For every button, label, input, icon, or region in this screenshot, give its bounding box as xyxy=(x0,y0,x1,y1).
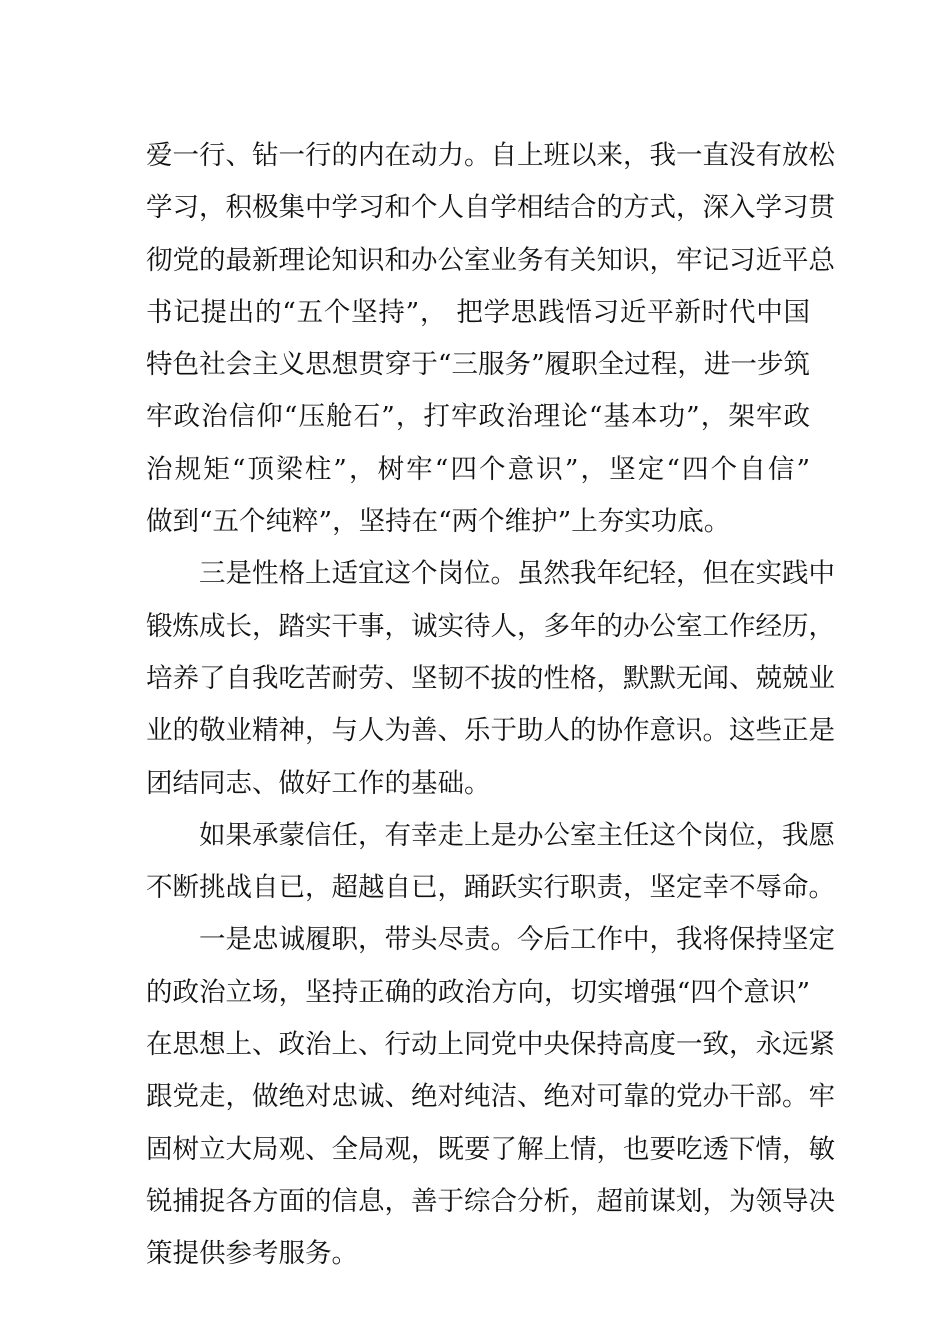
text-line: 策提供参考服务。 xyxy=(146,1238,358,1270)
text-line: 爱一行、钻一行的内在动力。自上班以来，我一直没有放松 xyxy=(146,140,835,171)
text-line: 治规矩“顶梁柱”，树牢“四个意识”，坚定“四个自信” xyxy=(146,453,810,485)
text-line: 团结同志、做好工作的基础。 xyxy=(146,767,491,799)
text-line: 锐捕捉各方面的信息，善于综合分析，超前谋划，为领导决 xyxy=(146,1185,835,1217)
text-line: 的政治立场，坚持正确的政治方向，切实增强“四个意识” xyxy=(146,976,810,1008)
document-body xyxy=(146,130,835,1281)
text-line: 书记提出的“五个坚持”， 把学思践悟习近平新时代中国 xyxy=(146,296,810,328)
paragraph-4 xyxy=(146,914,835,1280)
text-line: 一是忠诚履职，带头尽责。今后工作中，我将保持坚定 xyxy=(199,924,835,956)
text-line: 彻党的最新理论知识和办公室业务有关知识，牢记习近平总 xyxy=(146,244,835,276)
text-line: 跟党走，做绝对忠诚、绝对纯洁、绝对可靠的党办干部。牢 xyxy=(146,1081,835,1113)
text-line: 牢政治信仰“压舱石”，打牢政治理论“基本功”，架牢政 xyxy=(146,401,810,433)
paragraph-1 xyxy=(146,130,835,548)
text-line: 不断挑战自已，超越自已，踊跃实行职责，坚定幸不辱命。 xyxy=(146,872,835,904)
text-line: 锻炼成长，踏实干事，诚实待人，多年的办公室工作经历， xyxy=(146,610,835,642)
text-line: 做到“五个纯粹”，坚持在“两个维护”上夯实功底。 xyxy=(146,506,731,538)
text-line: 在思想上、政治上、行动上同党中央保持高度一致，永远紧 xyxy=(146,1029,835,1061)
text-line: 三是性格上适宜这个岗位。虽然我年纪轻，但在实践中 xyxy=(199,558,835,590)
text-line: 固树立大局观、全局观，既要了解上情，也要吃透下情，敏 xyxy=(146,1133,835,1165)
paragraph-3 xyxy=(146,810,835,915)
paragraph-2 xyxy=(146,548,835,809)
text-line: 业的敬业精神，与人为善、乐于助人的协作意识。这些正是 xyxy=(146,715,835,747)
text-line: 培养了自我吃苦耐劳、坚韧不拔的性格，默默无闻、兢兢业 xyxy=(146,662,835,694)
text-line: 如果承蒙信任，有幸走上是办公室主任这个岗位，我愿 xyxy=(199,819,835,851)
text-line: 特色社会主义思想贯穿于“三服务”履职全过程，进一步筑 xyxy=(146,349,810,381)
text-line: 学习，积极集中学习和个人自学相结合的方式，深入学习贯 xyxy=(146,192,835,224)
